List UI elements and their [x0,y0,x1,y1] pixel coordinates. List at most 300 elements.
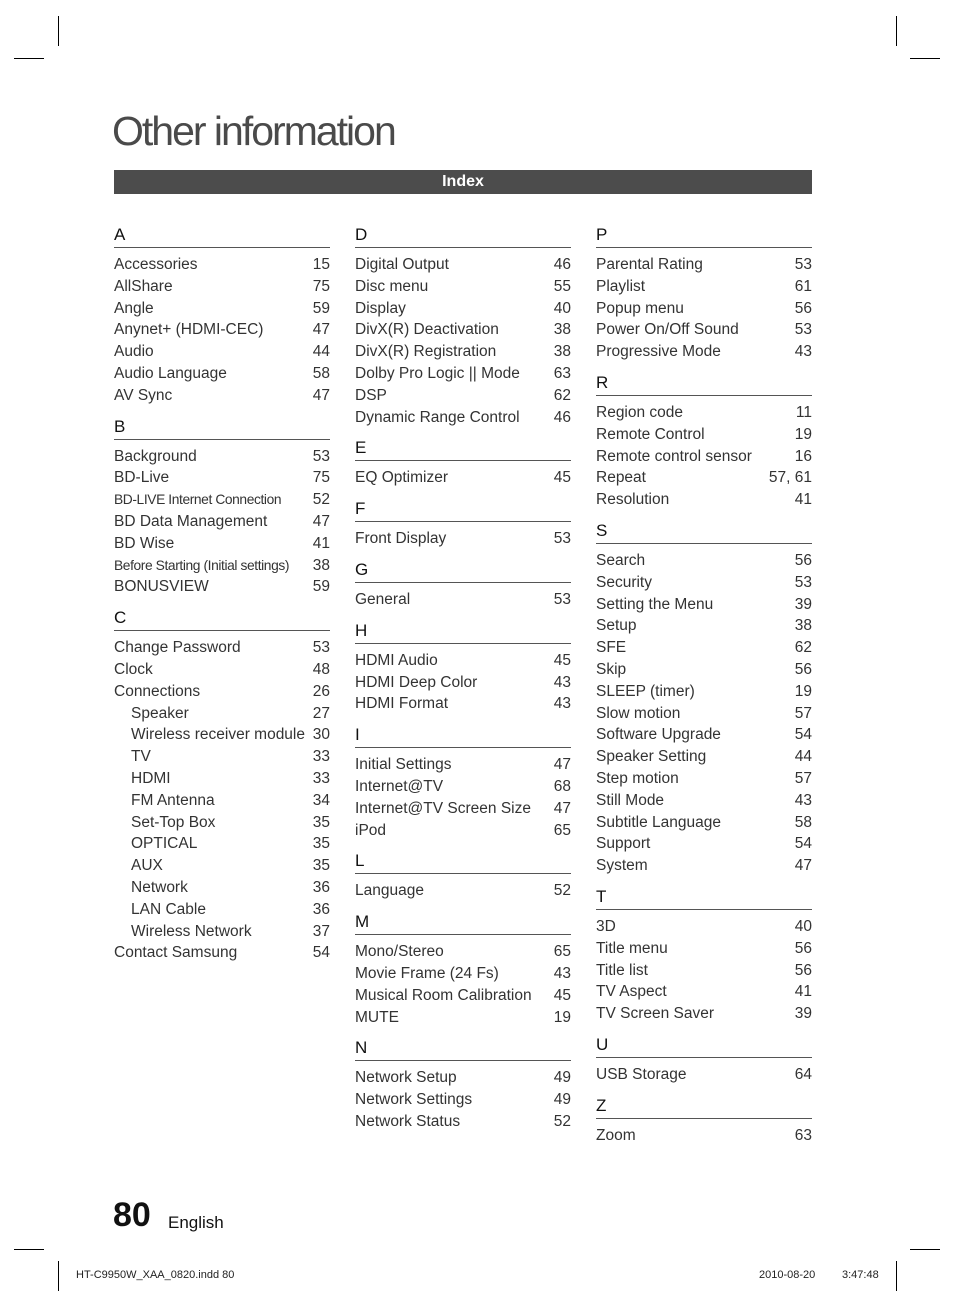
index-page: 63 [794,1126,812,1144]
index-entry [596,659,812,681]
index-section-b [114,416,330,599]
index-term: BD-Live [114,469,170,487]
index-term: Network Status [355,1112,461,1130]
index-page: 44 [312,343,330,361]
index-entry [596,724,812,746]
index-column-3 [596,224,812,1156]
index-page: 45 [553,986,571,1004]
index-term: Region code [596,403,684,421]
index-page: 45 [553,651,571,669]
index-entry [114,768,330,790]
index-page: 38 [312,556,330,574]
index-term: HDMI [131,769,171,787]
index-page: 64 [794,1065,812,1083]
index-term: Speaker Setting [596,748,707,766]
index-term: Zoom [596,1126,636,1144]
index-entry [596,254,812,276]
index-term: Audio Language [114,364,227,382]
index-entry [114,724,330,746]
index-section-z [596,1095,812,1147]
index-page: 43 [794,791,812,809]
index-page: 19 [553,1008,571,1026]
index-section-s [596,520,812,877]
index-page: 53 [553,590,571,608]
index-page: 19 [794,425,812,443]
index-entry [114,681,330,703]
index-page: 65 [553,943,571,961]
index-entry [355,363,571,385]
index-term: Connections [114,682,201,700]
index-page: 43 [553,964,571,982]
index-term: BONUSVIEW [114,578,209,596]
index-page: 56 [794,551,812,569]
index-entry [355,776,571,798]
index-term: Before Starting (Initial settings) [114,557,290,573]
section-letter: M [355,911,571,935]
index-term: Title list [596,961,648,979]
index-term: Mono/Stereo [355,943,444,961]
index-term: Angle [114,299,154,317]
index-entry [114,276,330,298]
index-entry [596,319,812,341]
index-entry [114,446,330,468]
index-entry [596,594,812,616]
index-entry [596,615,812,637]
index-term: SFE [596,639,627,657]
index-term: Front Display [355,530,447,548]
index-term: Remote control sensor [596,447,752,465]
index-term: Resolution [596,491,670,509]
crop-mark [58,1261,59,1291]
index-section-u [596,1034,812,1086]
index-term: Repeat [596,469,646,487]
index-entry [114,576,330,598]
index-term: Display [355,299,406,317]
index-page: 35 [312,857,330,875]
index-term: Still Mode [596,791,665,809]
index-page: 47 [794,857,812,875]
index-page: 58 [794,813,812,831]
index-term: Slow motion [596,704,681,722]
index-page: 59 [312,299,330,317]
index-page: 53 [794,321,812,339]
index-entry [596,916,812,938]
index-term: Clock [114,660,153,678]
crop-mark [14,58,44,59]
index-page: 56 [794,939,812,957]
index-page: 27 [312,704,330,722]
index-term: BD Data Management [114,512,268,530]
index-page: 41 [794,983,812,1001]
index-section-r [596,372,812,511]
index-page: 61 [794,277,812,295]
page-language: English [168,1213,224,1232]
index-term: Digital Output [355,256,449,273]
index-term: EQ Optimizer [355,469,449,487]
index-entry [114,319,330,341]
index-entry [596,341,812,363]
index-term: TV Screen Saver [596,1005,715,1023]
section-letter: Z [596,1095,812,1119]
index-entry [596,960,812,982]
index-section-i [355,724,571,841]
index-entry [355,589,571,611]
index-term: Initial Settings [355,756,452,774]
section-letter: E [355,437,571,461]
index-term: DivX(R) Registration [355,343,497,361]
index-term: SLEEP (timer) [596,682,695,700]
index-entry [114,489,330,511]
index-term: BD-LIVE Internet Connection [114,492,282,508]
index-term: Setup [596,617,637,635]
index-term: TV Aspect [596,983,667,1001]
index-entry [596,703,812,725]
index-entry [355,820,571,842]
index-page: 57 [794,704,812,722]
index-page: 36 [312,878,330,896]
index-term: General [355,590,411,608]
index-entry [596,855,812,877]
index-page: 54 [794,726,812,744]
index-term: MUTE [355,1008,399,1026]
index-section-f [355,498,571,550]
section-letter: A [114,224,330,248]
index-page: 36 [312,900,330,918]
index-entry [114,385,330,407]
index-entry [355,1089,571,1111]
index-page: 53 [312,639,330,657]
index-term: USB Storage [596,1065,687,1083]
index-term: DivX(R) Deactivation [355,321,499,339]
index-entry [596,276,812,298]
index-term: BD Wise [114,534,175,552]
index-entry [114,341,330,363]
index-section-h [355,620,571,715]
index-page: 68 [553,777,571,795]
index-term: Step motion [596,769,679,787]
index-entry [596,1003,812,1025]
index-page: 56 [794,961,812,979]
index-page: 35 [312,835,330,853]
index-page: 75 [312,277,330,295]
crop-mark [896,1261,897,1291]
index-entry [114,467,330,489]
index-entry [355,941,571,963]
index-entry [114,555,330,577]
index-page: 49 [553,1091,571,1109]
index-term: HDMI Format [355,695,448,713]
index-page: 41 [794,491,812,509]
index-entry [114,511,330,533]
section-letter: G [355,559,571,583]
index-entry [596,938,812,960]
index-term: Contact Samsung [114,944,238,962]
index-term: Support [596,835,651,853]
index-page: 38 [553,343,571,361]
index-term: Wireless receiver module [131,726,305,744]
index-entry [596,981,812,1003]
index-entry [114,254,330,276]
index-entry [355,985,571,1007]
index-term: Movie Frame (24 Fs) [355,964,499,982]
index-page: 62 [794,639,812,657]
index-term: HDMI Deep Color [355,673,478,691]
index-entry [355,1111,571,1133]
crop-mark [910,58,940,59]
index-page: 53 [553,530,571,548]
index-term: TV [131,748,151,766]
index-page: 15 [312,256,330,273]
index-term: System [596,857,648,875]
index-entry [355,672,571,694]
index-term: Playlist [596,277,646,295]
index-term: Software Upgrade [596,726,721,744]
index-term: Change Password [114,639,241,657]
index-entry [596,768,812,790]
index-term: Anynet+ (HDMI-CEC) [114,321,264,339]
index-page: 56 [794,660,812,678]
index-term: Musical Room Calibration [355,986,532,1004]
index-entry [355,650,571,672]
index-entry [596,637,812,659]
index-page: 43 [794,343,812,361]
index-page: 57, 61 [768,469,812,487]
section-letter: T [596,886,812,910]
index-term: Security [596,573,652,591]
index-term: AllShare [114,277,173,295]
index-term: Wireless Network [131,922,252,940]
index-page: 19 [794,682,812,700]
index-page: 55 [553,277,571,295]
index-section-p [596,224,812,363]
index-term: Disc menu [355,277,429,295]
index-entry [114,790,330,812]
section-letter: C [114,607,330,631]
index-entry [596,446,812,468]
index-section-m [355,911,571,1028]
index-term: Network Settings [355,1091,473,1109]
index-page: 40 [794,917,812,935]
index-entry [114,363,330,385]
index-term: Parental Rating [596,256,703,273]
section-letter: B [114,416,330,440]
index-page: 52 [553,1112,571,1130]
page-number: 80 [113,1196,151,1234]
index-page: 40 [553,299,571,317]
index-page: 49 [553,1069,571,1087]
index-entry [355,341,571,363]
index-page: 11 [795,403,812,421]
index-section-e [355,437,571,489]
index-term: FM Antenna [131,791,215,809]
index-page: 62 [553,386,571,404]
index-term: Popup menu [596,299,684,317]
index-entry [114,921,330,943]
index-page: 53 [794,256,812,273]
index-entry [596,746,812,768]
section-letter: N [355,1037,571,1061]
index-page: 63 [553,364,571,382]
index-page: 52 [312,491,330,509]
index-entry [114,533,330,555]
crop-mark [14,1249,44,1250]
index-term: Setting the Menu [596,595,714,613]
index-term: Internet@TV [355,777,444,795]
index-header: Index [114,170,812,194]
index-page: 44 [794,748,812,766]
index-entry [355,276,571,298]
section-letter: H [355,620,571,644]
index-term: Set-Top Box [131,813,216,831]
index-page: 46 [553,408,571,426]
index-section-l [355,850,571,902]
index-entry [355,254,571,276]
index-page: 33 [312,748,330,766]
index-page: 65 [553,821,571,839]
index-section-a [114,224,330,407]
section-letter: S [596,520,812,544]
index-entry [114,877,330,899]
index-page: 54 [794,835,812,853]
index-page: 58 [312,364,330,382]
page-title: Other information [112,108,395,154]
index-entry [596,298,812,320]
section-letter: D [355,224,571,248]
index-page: 47 [312,386,330,404]
index-entry [114,812,330,834]
section-letter: R [596,372,812,396]
index-page: 56 [794,299,812,317]
index-page: 75 [312,469,330,487]
index-page: 43 [553,695,571,713]
index-entry [355,880,571,902]
index-entry [355,754,571,776]
crop-mark [896,16,897,46]
index-page: 33 [312,769,330,787]
section-letter: P [596,224,812,248]
index-entry [596,790,812,812]
index-term: Subtitle Language [596,813,721,831]
index-entry [355,798,571,820]
index-page: 37 [312,922,330,940]
index-entry [596,572,812,594]
index-term: LAN Cable [131,900,206,918]
index-term: Network [131,878,188,896]
index-term: Language [355,882,424,900]
slug-date: 2010-08-20 [759,1269,816,1281]
index-entry [596,550,812,572]
section-letter: L [355,850,571,874]
index-entry [114,746,330,768]
crop-mark [910,1249,940,1250]
index-term: Skip [596,660,627,678]
index-entry [355,467,571,489]
index-term: Accessories [114,256,198,273]
index-term: Internet@TV Screen Size [355,799,531,817]
index-page: 47 [312,321,330,339]
index-entry [114,942,330,964]
index-page: 30 [312,726,330,744]
index-entry [355,298,571,320]
index-page: 53 [794,573,812,591]
index-page: 52 [553,882,571,900]
index-entry [596,1125,812,1147]
index-section-t [596,886,812,1025]
index-term: Speaker [131,704,189,722]
index-page: 38 [553,321,571,339]
index-term: Power On/Off Sound [596,321,739,339]
index-section-g [355,559,571,611]
index-column-1 [114,224,330,973]
index-page: 16 [794,447,812,465]
index-term: Remote Control [596,425,705,443]
slug-time: 3:47:48 [842,1269,879,1281]
index-entry [114,899,330,921]
index-entry [355,693,571,715]
section-letter: I [355,724,571,748]
index-page: 45 [553,469,571,487]
index-page: 26 [312,682,330,700]
index-page: 47 [553,756,571,774]
index-entry [355,528,571,550]
index-entry [114,703,330,725]
index-term: Audio [114,343,154,361]
index-term: Background [114,447,197,465]
index-page: 38 [794,617,812,635]
index-entry [355,319,571,341]
index-page: 57 [794,769,812,787]
index-term: 3D [596,917,616,935]
index-page: 41 [312,534,330,552]
index-term: Dynamic Range Control [355,408,520,426]
index-term: AV Sync [114,386,173,404]
index-page: 39 [794,1005,812,1023]
index-term: Dolby Pro Logic || Mode [355,364,520,382]
index-entry [355,963,571,985]
index-page: 35 [312,813,330,831]
index-term: Progressive Mode [596,343,721,361]
index-page: 34 [312,791,330,809]
slug-file: HT-C9950W_XAA_0820.indd 80 [76,1269,235,1281]
index-term: Network Setup [355,1069,457,1087]
index-entry [355,407,571,429]
index-term: iPod [355,821,387,839]
index-section-n [355,1037,571,1132]
index-entry [355,385,571,407]
index-section-c [114,607,330,964]
index-column-2 [355,224,571,1142]
index-entry [596,1064,812,1086]
index-page: 53 [312,447,330,465]
index-entry [596,402,812,424]
index-entry [114,298,330,320]
crop-mark [58,16,59,46]
index-page: 54 [312,944,330,962]
index-entry [596,833,812,855]
index-term: Search [596,551,646,569]
section-letter: F [355,498,571,522]
index-entry [596,489,812,511]
index-page: 43 [553,673,571,691]
index-entry [596,812,812,834]
index-page: 59 [312,578,330,596]
index-entry [355,1067,571,1089]
index-term: OPTICAL [131,835,198,853]
index-page: 47 [312,512,330,530]
index-section-d [355,224,571,428]
index-term: Title menu [596,939,668,957]
index-entry [114,637,330,659]
